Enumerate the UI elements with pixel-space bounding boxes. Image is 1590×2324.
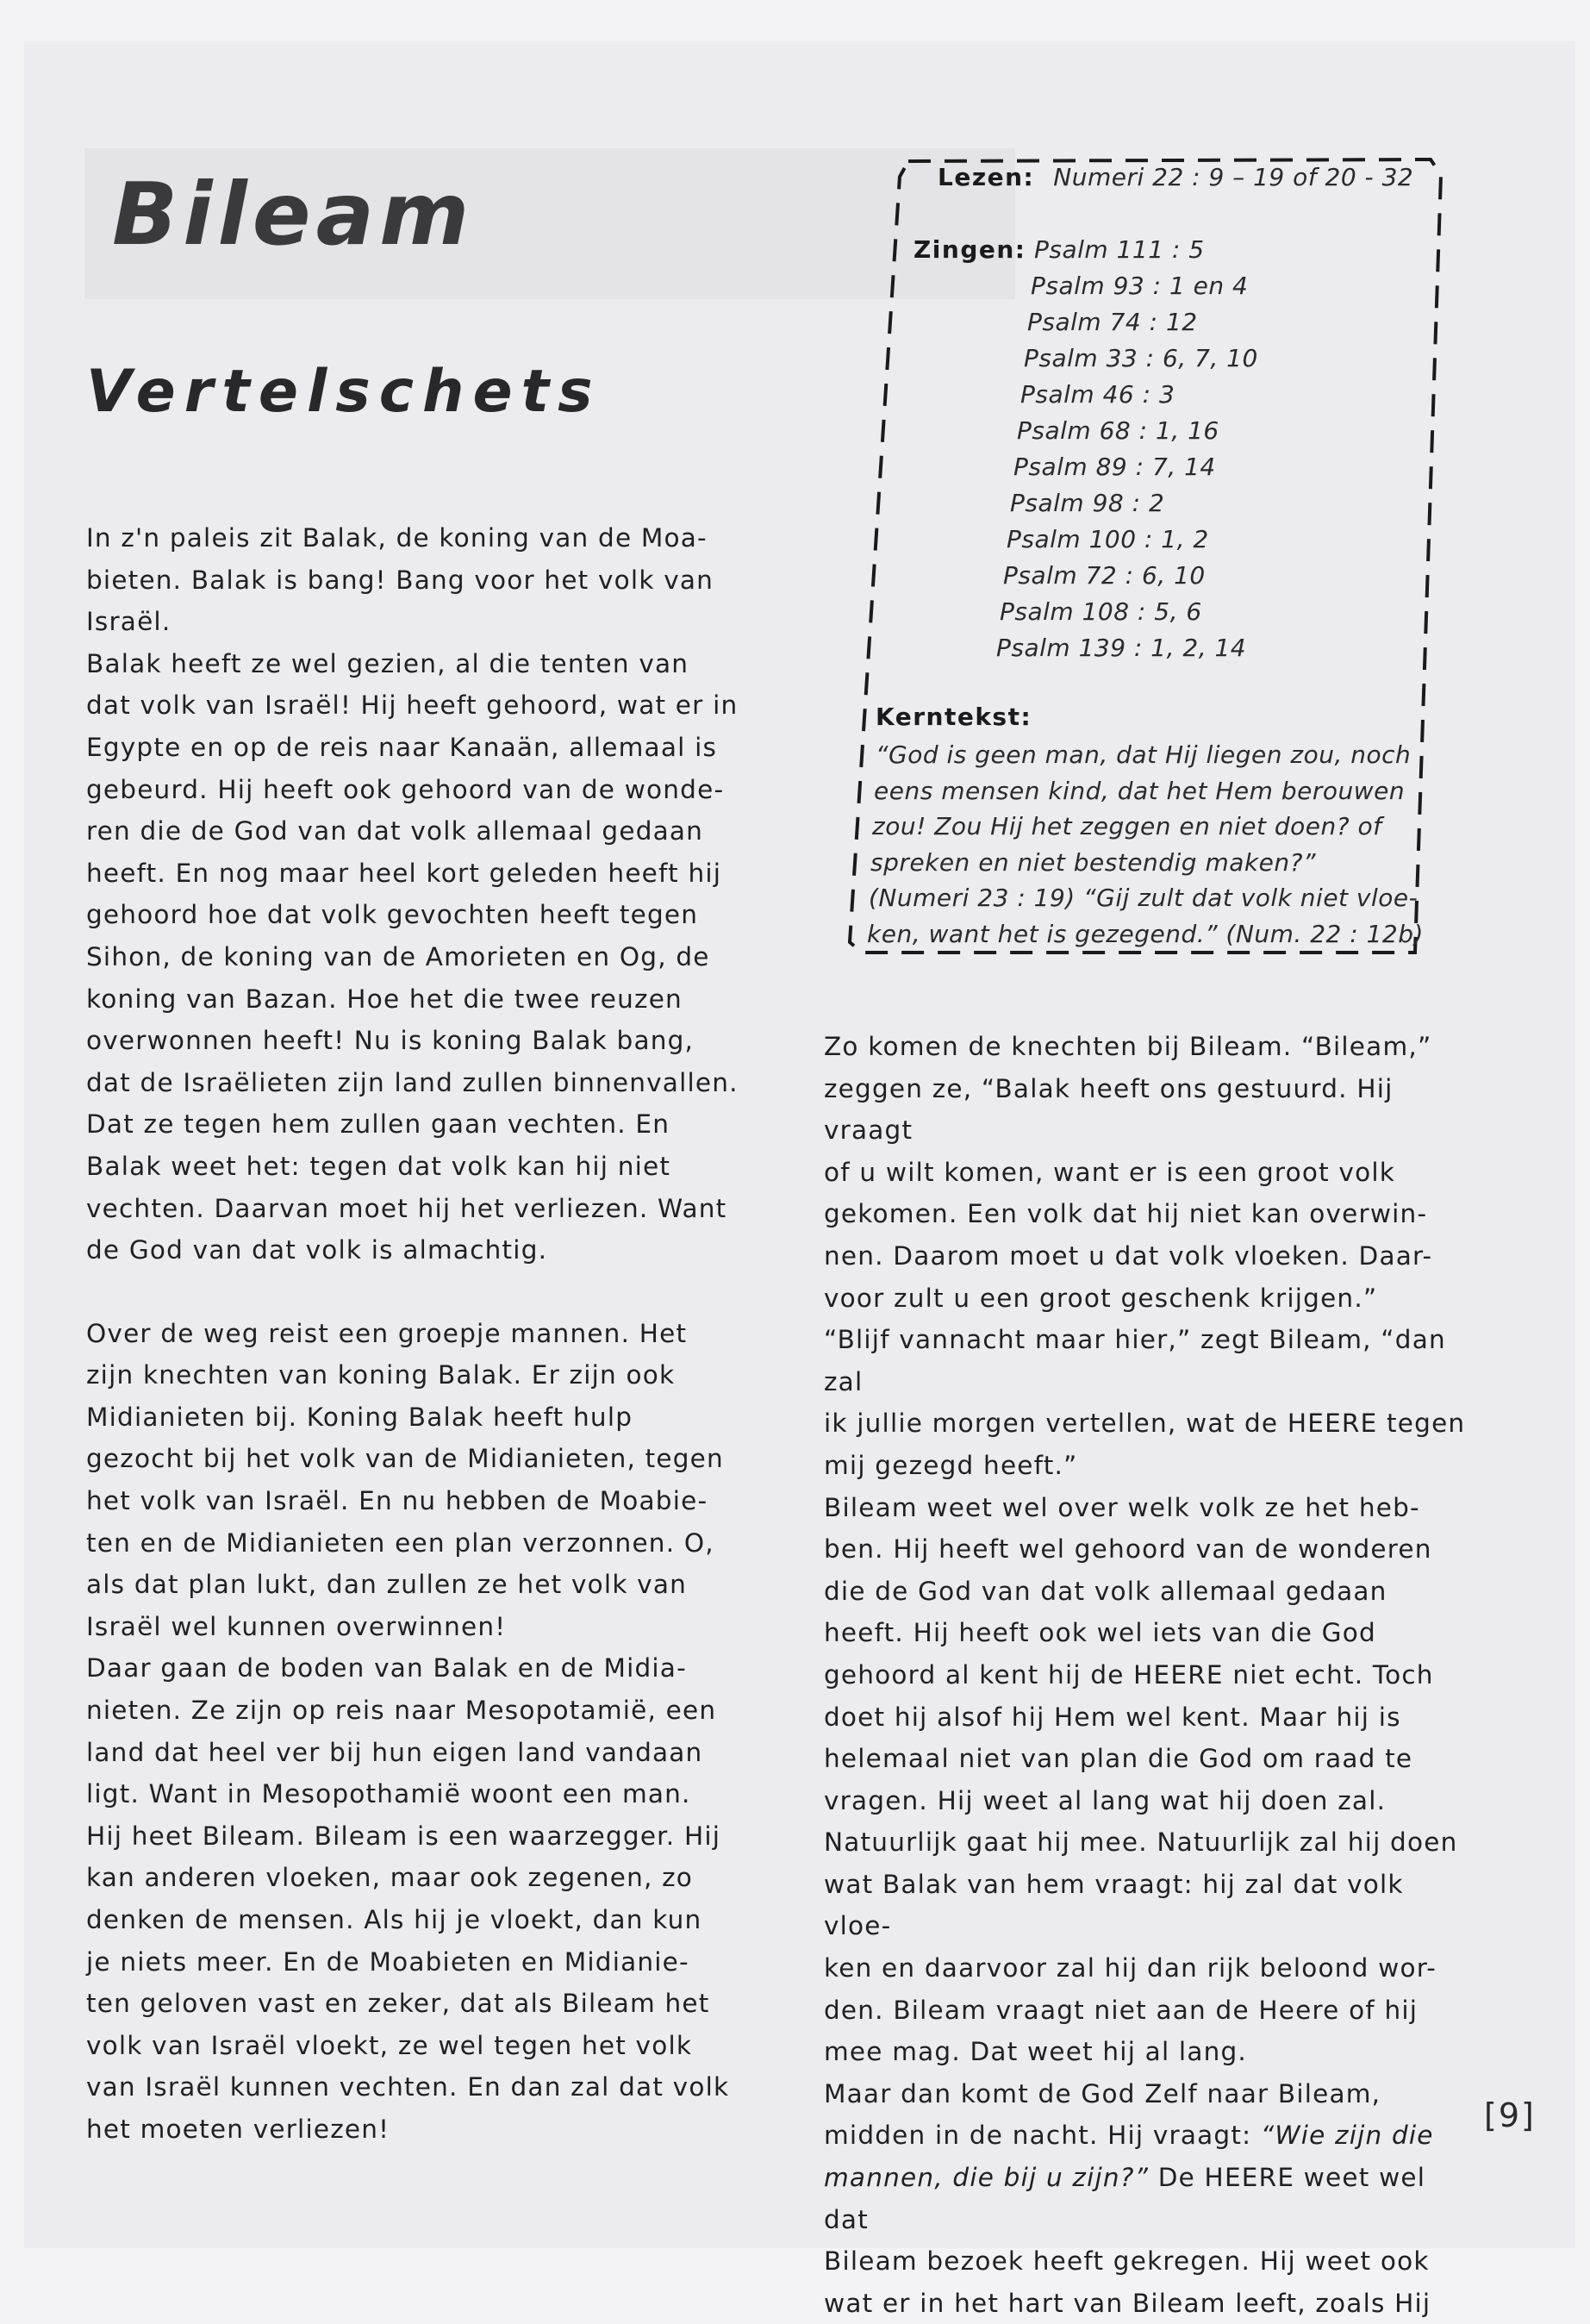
text-line: wat er in het hart van Bileam leeft, zoals Hij (824, 2288, 1431, 2318)
text-line: gehoord al kent hij de HEERE niet echt. Toch (824, 1659, 1434, 1690)
text-line: volk van Israël vloekt, ze wel tegen het volk (86, 2030, 693, 2060)
text-line: land dat heel ver bij hun eigen land vandaan (86, 1737, 703, 1767)
psalm-item: Psalm 72 : 6, 10 (1003, 561, 1206, 590)
text-line: Sihon, de koning van de Amorieten en Og, de (86, 941, 710, 971)
kerntekst-line: ken, want het is gezegend.” (Num. 22 : 12b) (867, 919, 1424, 948)
kerntekst-line: spreken en niet bestendig maken?” (870, 847, 1316, 877)
text-line: zijn knechten van koning Balak. Er zijn ook (86, 1360, 676, 1390)
text-line: dat volk van Israël! Hij heeft gehoord, wat er in (86, 690, 739, 721)
kerntekst-label: Kerntekst: (876, 703, 1032, 731)
text-line: Bileam bezoek heeft gekregen. Hij weet ook (824, 2246, 1430, 2277)
text-line (824, 2157, 1479, 2240)
lezen-row (938, 163, 1413, 191)
left-text-column (86, 517, 741, 2151)
psalm-item: Psalm 33 : 6, 7, 10 (1024, 344, 1258, 372)
text-line: ten en de Midianieten een plan verzonnen. O, (86, 1527, 714, 1558)
text-line: gehoord hoe dat volk gevochten heeft tegen (86, 900, 699, 930)
reading-info-box (827, 151, 1448, 965)
kerntekst-text (867, 737, 1424, 952)
text-line: gezocht bij het volk van de Midianieten, tegen (86, 1444, 724, 1474)
quoted-question: mannen, die bij u zijn?” (824, 2163, 1150, 2193)
text-line (824, 2115, 1479, 2157)
text-line: Balak weet het: tegen dat volk kan hij niet (86, 1151, 671, 1181)
lezen-value: Numeri 22 : 9 – 19 of 20 - 32 (1053, 163, 1414, 191)
psalm-item: Psalm 98 : 2 (1010, 489, 1165, 517)
text-line: dat de Israëlieten zijn land zullen binnenvallen. (86, 1067, 739, 1097)
text-line: denken de mensen. Als hij je vloekt, dan kun (86, 1905, 702, 1934)
text-line: het volk van Israël. En nu hebben de Moabie- (86, 1486, 708, 1516)
text-line: de God van dat volk is almachtig. (86, 1235, 548, 1265)
text-line: Israël wel kunnen overwinnen! (86, 1611, 507, 1641)
text-line: vragen. Hij weet al lang wat hij doen zal. (824, 1785, 1387, 1815)
psalm-item: Psalm 93 : 1 en 4 (1031, 272, 1249, 300)
text-line: heeft. Hij heeft ook wel iets van die God (824, 1618, 1376, 1648)
text-line: Daar gaan de boden van Balak en de Midia- (86, 1653, 687, 1684)
text-line: mij gezegd heeft.” (824, 1450, 1078, 1480)
page-number: [9] (1484, 2096, 1536, 2134)
right-text-column (824, 1026, 1479, 2324)
text-line: Zo komen de knechten bij Bileam. “Bileam,” (824, 1032, 1432, 1061)
paragraph-gap (86, 1271, 741, 1313)
text-line: helemaal niet van plan die God om raad te (824, 1744, 1413, 1774)
text-line: Natuurlijk gaat hij mee. Natuurlijk zal hij doen (824, 1827, 1458, 1858)
text-line: Hij heet Bileam. Bileam is een waarzegger. Hij (86, 1821, 721, 1851)
psalm-item: Psalm 139 : 1, 2, 14 (996, 634, 1247, 662)
kerntekst-line: eens mensen kind, dat het Hem berouwen (874, 776, 1406, 805)
text-line: Balak heeft ze wel gezien, al die tenten van (86, 648, 689, 678)
text-line: voor zult u een groot geschenk krijgen.” (824, 1283, 1378, 1313)
text-line: bieten. Balak is bang! Bang voor het volk van (86, 565, 714, 595)
psalm-item: Psalm 111 : 5 (1034, 235, 1205, 264)
text-line: ren die de God van dat volk allemaal gedaan (86, 816, 704, 847)
page-title: Bileam (112, 164, 475, 265)
text-line: zeggen ze, “Balak heeft ons gestuurd. Hij vraagt (824, 1073, 1394, 1146)
text-line: ben. Hij heeft wel gehoord van de wonderen (824, 1534, 1432, 1565)
psalm-item: Psalm 108 : 5, 6 (1000, 597, 1202, 626)
text-line: nen. Daarom moet u dat volk vloeken. Daar- (824, 1240, 1433, 1271)
kerntekst-line: (Numeri 23 : 19) “Gij zult dat volk niet vloe- (869, 884, 1419, 912)
kerntekst-line: zou! Zou Hij het zeggen en niet doen? of (872, 812, 1382, 840)
text-line: Egypte en op de reis naar Kanaän, allemaal is (86, 732, 718, 762)
text-line: Bileam weet wel over welk volk ze het heb- (824, 1492, 1420, 1522)
text-line: als dat plan lukt, dan zullen ze het volk van (86, 1570, 688, 1600)
text-line: het moeten verliezen! (86, 2114, 390, 2144)
text-run: midden in de nacht. Hij vraagt: (824, 2121, 1261, 2151)
text-line: van Israël kunnen vechten. En dan zal dat volk (86, 2072, 730, 2102)
psalm-item: Psalm 74 : 12 (1027, 308, 1198, 336)
psalm-item: Psalm 89 : 7, 14 (1013, 453, 1216, 481)
psalm-item: Psalm 46 : 3 (1020, 380, 1175, 409)
text-line: die de God van dat volk allemaal gedaan (824, 1576, 1387, 1606)
text-line: heeft. En nog maar heel kort geleden heeft hij (86, 858, 722, 888)
text-line: ten geloven vast en zeker, dat als Bileam het (86, 1989, 710, 2019)
text-line: Over de weg reist een groepje mannen. Het (86, 1318, 688, 1348)
zingen-label: Zingen: (913, 235, 1026, 264)
text-line: overwonnen heeft! Nu is koning Balak bang, (86, 1026, 695, 1056)
text-line: kan anderen vloeken, maar ook zegenen, zo (86, 1863, 694, 1893)
text-line: mee mag. Dat weet hij al lang. (824, 2037, 1248, 2067)
page-subtitle: Vertelschets (86, 358, 602, 426)
text-line: den. Bileam vraagt niet aan de Heere of hij (824, 1995, 1419, 2025)
text-line: Dat ze tegen hem zullen gaan vechten. En (86, 1109, 670, 1140)
text-line: ken en daarvoor zal hij dan rijk beloond wor- (824, 1953, 1437, 1984)
quoted-question: “Wie zijn die (1260, 2121, 1434, 2151)
text-line: je niets meer. En de Moabieten en Midianie- (86, 1946, 689, 1977)
text-line: gebeurd. Hij heeft ook gehoord van de wonde- (86, 774, 725, 804)
psalm-item: Psalm 100 : 1, 2 (1007, 525, 1209, 553)
psalm-item: Psalm 68 : 1, 16 (1017, 416, 1219, 445)
text-line: ik jullie morgen vertellen, wat de HEERE tegen (824, 1409, 1466, 1439)
kerntekst-line: “God is geen man, dat Hij liegen zou, noch (876, 740, 1412, 769)
text-line: Midianieten bij. Koning Balak heeft hulp (86, 1402, 633, 1432)
text-line: wat Balak van hem vraagt: hij zal dat volk vloe- (824, 1869, 1404, 1941)
text-line: Maar dan komt de God Zelf naar Bileam, (824, 2078, 1381, 2108)
text-line: In z'n paleis zit Balak, de koning van de Moa- (86, 523, 708, 553)
text-line: nieten. Ze zijn op reis naar Mesopotamië, een (86, 1696, 717, 1726)
text-line: Israël. (86, 607, 171, 637)
text-line: “Blijf vannacht maar hier,” zegt Bileam, “dan zal (824, 1325, 1446, 1396)
text-line: ligt. Want in Mesopothamië woont een man. (86, 1779, 691, 1809)
text-line: of u wilt komen, want er is een groot volk (824, 1157, 1396, 1187)
text-line: doet hij alsof hij Hem wel kent. Maar hij is (824, 1702, 1401, 1732)
text-line: koning van Bazan. Hoe het die twee reuzen (86, 984, 683, 1014)
text-line: vechten. Daarvan moet hij het verliezen. Want (86, 1193, 727, 1223)
text-run: De HEERE weet wel dat (824, 2163, 1426, 2234)
lezen-label: Lezen: (938, 163, 1035, 191)
text-line: gekomen. Een volk dat hij niet kan overwin- (824, 1199, 1428, 1229)
